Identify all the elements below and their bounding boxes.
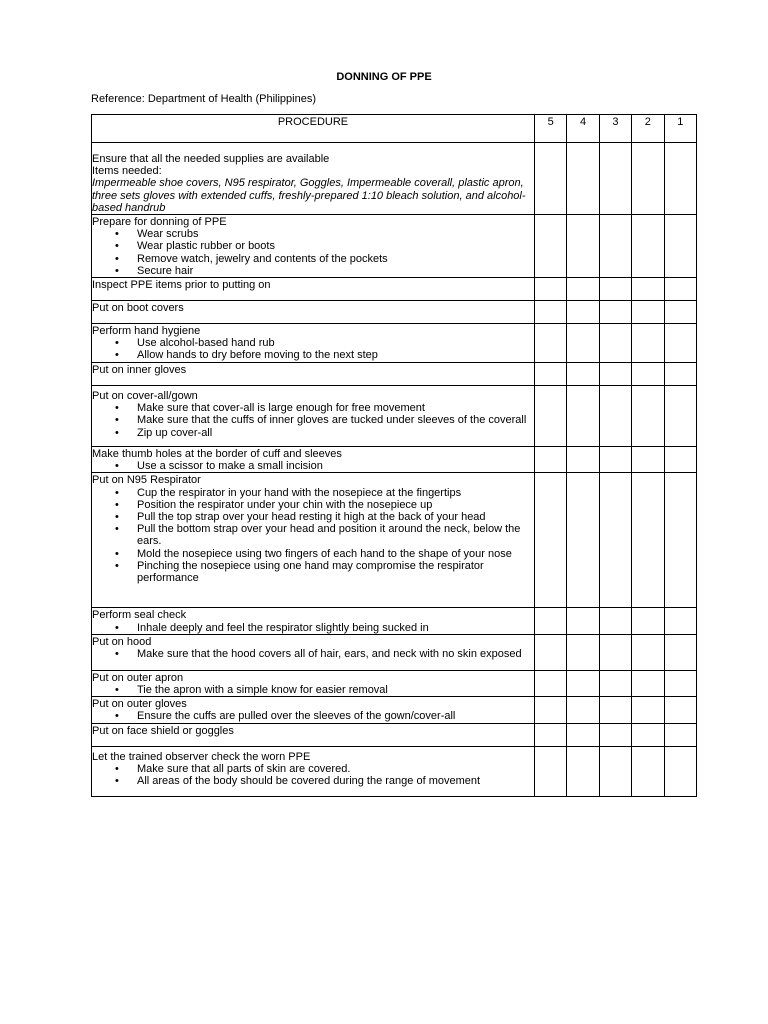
rating-cell-5[interactable] <box>535 670 567 696</box>
bullet-list <box>92 402 534 439</box>
rating-cell-4[interactable] <box>567 386 599 447</box>
rating-cell-3[interactable] <box>599 697 631 723</box>
rating-cell-4[interactable] <box>567 143 599 215</box>
rating-cell-4[interactable] <box>567 746 599 796</box>
header-rating-5: 5 <box>535 115 567 143</box>
table-row <box>92 447 697 473</box>
rating-cell-1[interactable] <box>664 215 696 278</box>
procedure-cell <box>92 324 535 363</box>
table-row <box>92 473 697 608</box>
bullet-item: • Wear plastic rubber or boots <box>137 240 534 252</box>
rating-cell-5[interactable] <box>535 723 567 746</box>
rating-cell-5[interactable] <box>535 608 567 634</box>
header-rating-1: 1 <box>664 115 696 143</box>
procedure-cell <box>92 608 535 634</box>
table-row <box>92 215 697 278</box>
rating-cell-5[interactable] <box>535 447 567 473</box>
rating-cell-1[interactable] <box>664 697 696 723</box>
rating-cell-4[interactable] <box>567 215 599 278</box>
bullet-list <box>92 648 534 660</box>
bullet-item: • Pinching the nosepiece using one hand may compromise the respirator performance <box>137 560 534 584</box>
procedure-cell <box>92 746 535 796</box>
rating-cell-1[interactable] <box>664 634 696 670</box>
bullet-list <box>92 763 534 787</box>
bullet-item: • Wear scrubs <box>137 228 534 240</box>
bullet-item: • Make sure that the cuffs of inner gloves are tucked under sleeves of the coverall <box>137 414 534 426</box>
rating-cell-2[interactable] <box>632 447 664 473</box>
rating-cell-3[interactable] <box>599 447 631 473</box>
rating-cell-5[interactable] <box>535 746 567 796</box>
bullet-item: • Secure hair <box>137 265 534 277</box>
procedure-step: Perform hand hygiene <box>92 325 201 338</box>
procedure-step: Put on boot covers <box>92 302 184 315</box>
table-row <box>92 746 697 796</box>
rating-cell-2[interactable] <box>632 215 664 278</box>
rating-cell-5[interactable] <box>535 278 567 301</box>
bullet-item: • Ensure the cuffs are pulled over the sleeves of the gown/cover-all <box>137 710 534 722</box>
rating-cell-5[interactable] <box>535 143 567 215</box>
procedure-step: Prepare for donning of PPE <box>92 216 227 229</box>
rating-cell-1[interactable] <box>664 746 696 796</box>
procedure-cell <box>92 386 535 447</box>
rating-cell-5[interactable] <box>535 324 567 363</box>
rating-cell-4[interactable] <box>567 363 599 386</box>
bullet-item: • Mold the nosepiece using two fingers of each hand to the shape of your nose <box>137 548 534 560</box>
rating-cell-2[interactable] <box>632 301 664 324</box>
rating-cell-2[interactable] <box>632 746 664 796</box>
procedure-cell <box>92 670 535 696</box>
reference-line: Reference: Department of Health (Philippines) <box>91 93 317 105</box>
bullet-list <box>92 460 534 472</box>
rating-cell-1[interactable] <box>664 473 696 608</box>
rating-cell-2[interactable] <box>632 473 664 608</box>
procedure-cell <box>92 363 535 386</box>
rating-cell-2[interactable] <box>632 386 664 447</box>
rating-cell-3[interactable] <box>599 301 631 324</box>
rating-cell-4[interactable] <box>567 723 599 746</box>
procedure-step: Put on hood <box>92 635 152 648</box>
table-row <box>92 363 697 386</box>
procedure-cell <box>92 697 535 723</box>
procedure-cell <box>92 143 535 215</box>
procedure-step: Inspect PPE items prior to putting on <box>92 279 271 292</box>
rating-cell-1[interactable] <box>664 143 696 215</box>
procedure-step: Perform seal check <box>92 609 187 622</box>
rating-cell-2[interactable] <box>632 634 664 670</box>
rating-cell-2[interactable] <box>632 143 664 215</box>
header-rating-4: 4 <box>567 115 599 143</box>
bullet-item: • Tie the apron with a simple know for easier removal <box>137 684 534 696</box>
procedure-cell <box>92 634 535 670</box>
rating-cell-3[interactable] <box>599 670 631 696</box>
table-row <box>92 143 697 215</box>
procedure-step: Put on N95 Respirator <box>92 474 201 487</box>
items-needed-list: Impermeable shoe covers, N95 respirator, Goggles, Impermeable coverall, plastic apron, three sets gloves with extended cuffs, freshly-prepared 1:10 bleach solution, and alcohol-based handrub <box>92 177 526 214</box>
rating-cell-2[interactable] <box>632 723 664 746</box>
bullet-item: • Cup the respirator in your hand with the nosepiece at the fingertips <box>137 487 534 499</box>
rating-cell-5[interactable] <box>535 301 567 324</box>
rating-cell-1[interactable] <box>664 278 696 301</box>
procedure-checklist-table <box>91 114 697 797</box>
bullet-item: • Remove watch, jewelry and contents of the pockets <box>137 253 534 265</box>
table-row <box>92 670 697 696</box>
rating-cell-5[interactable] <box>535 473 567 608</box>
rating-cell-4[interactable] <box>567 301 599 324</box>
rating-cell-4[interactable] <box>567 278 599 301</box>
procedure-step: Let the trained observer check the worn PPE <box>92 750 311 763</box>
rating-cell-4[interactable] <box>567 473 599 608</box>
procedure-subheading: Items needed: <box>92 165 162 178</box>
rating-cell-1[interactable] <box>664 386 696 447</box>
procedure-step: Make thumb holes at the border of cuff and sleeves <box>92 448 342 461</box>
procedure-cell <box>92 723 535 746</box>
rating-cell-2[interactable] <box>632 608 664 634</box>
rating-cell-1[interactable] <box>664 363 696 386</box>
table-row <box>92 697 697 723</box>
bullet-list <box>92 622 534 634</box>
bullet-list <box>92 710 534 722</box>
bullet-item: • Inhale deeply and feel the respirator slightly being sucked in <box>137 622 534 634</box>
page-title: DONNING OF PPE <box>336 71 432 83</box>
rating-cell-3[interactable] <box>599 723 631 746</box>
rating-cell-2[interactable] <box>632 363 664 386</box>
rating-cell-3[interactable] <box>599 746 631 796</box>
procedure-cell <box>92 473 535 608</box>
bullet-item: • Make sure that all parts of skin are covered. <box>137 763 534 775</box>
procedure-step: Put on outer apron <box>92 671 184 684</box>
rating-cell-2[interactable] <box>632 324 664 363</box>
rating-cell-1[interactable] <box>664 324 696 363</box>
procedure-step: Put on cover-all/gown <box>92 390 198 403</box>
bullet-list <box>92 228 534 277</box>
table-body <box>92 143 697 797</box>
header-rating-3: 3 <box>599 115 631 143</box>
rating-cell-3[interactable] <box>599 215 631 278</box>
rating-cell-3[interactable] <box>599 278 631 301</box>
rating-cell-3[interactable] <box>599 386 631 447</box>
rating-cell-3[interactable] <box>599 324 631 363</box>
bullet-item: • Zip up cover-all <box>137 427 534 439</box>
bullet-item: • Pull the top strap over your head resting it high at the back of your head <box>137 511 534 523</box>
rating-cell-5[interactable] <box>535 634 567 670</box>
rating-cell-2[interactable] <box>632 670 664 696</box>
rating-cell-3[interactable] <box>599 363 631 386</box>
procedure-cell <box>92 301 535 324</box>
rating-cell-2[interactable] <box>632 697 664 723</box>
bullet-list <box>92 337 534 361</box>
bullet-item: • Make sure that the hood covers all of hair, ears, and neck with no skin exposed <box>137 648 534 660</box>
rating-cell-1[interactable] <box>664 447 696 473</box>
rating-cell-4[interactable] <box>567 697 599 723</box>
rating-cell-5[interactable] <box>535 386 567 447</box>
rating-cell-5[interactable] <box>535 363 567 386</box>
table-row <box>92 608 697 634</box>
rating-cell-3[interactable] <box>599 473 631 608</box>
table-row <box>92 723 697 746</box>
rating-cell-1[interactable] <box>664 670 696 696</box>
procedure-step: Ensure that all the needed supplies are available <box>92 153 330 165</box>
bullet-list <box>92 487 534 585</box>
table-row <box>92 324 697 363</box>
table-row <box>92 634 697 670</box>
procedure-step: Put on outer gloves <box>92 698 187 711</box>
bullet-list <box>92 684 534 696</box>
bullet-item: • Make sure that cover-all is large enough for free movement <box>137 402 534 414</box>
rating-cell-4[interactable] <box>567 447 599 473</box>
rating-cell-1[interactable] <box>664 608 696 634</box>
rating-cell-3[interactable] <box>599 608 631 634</box>
procedure-cell <box>92 447 535 473</box>
procedure-step: Put on face shield or goggles <box>92 724 234 737</box>
procedure-cell <box>92 215 535 278</box>
rating-cell-5[interactable] <box>535 215 567 278</box>
rating-cell-5[interactable] <box>535 697 567 723</box>
rating-cell-1[interactable] <box>664 301 696 324</box>
rating-cell-3[interactable] <box>599 634 631 670</box>
bullet-item: • Use a scissor to make a small incision <box>137 460 534 472</box>
bullet-item: • All areas of the body should be covered during the range of movement <box>137 775 534 787</box>
procedure-step: Put on inner gloves <box>92 364 187 377</box>
header-procedure: PROCEDURE <box>92 115 535 143</box>
rating-cell-3[interactable] <box>599 143 631 215</box>
bullet-item: • Allow hands to dry before moving to the next step <box>137 349 534 361</box>
rating-cell-4[interactable] <box>567 324 599 363</box>
bullet-item: • Use alcohol-based hand rub <box>137 337 534 349</box>
rating-cell-4[interactable] <box>567 670 599 696</box>
table-row <box>92 278 697 301</box>
rating-cell-4[interactable] <box>567 634 599 670</box>
table-row <box>92 386 697 447</box>
bullet-item: • Pull the bottom strap over your head and position it around the neck, below the ears. <box>137 523 534 547</box>
table-header-row <box>92 115 697 143</box>
procedure-cell <box>92 278 535 301</box>
bullet-item: • Position the respirator under your chin with the nosepiece up <box>137 499 534 511</box>
table-row <box>92 301 697 324</box>
rating-cell-1[interactable] <box>664 723 696 746</box>
rating-cell-4[interactable] <box>567 608 599 634</box>
header-rating-2: 2 <box>632 115 664 143</box>
rating-cell-2[interactable] <box>632 278 664 301</box>
